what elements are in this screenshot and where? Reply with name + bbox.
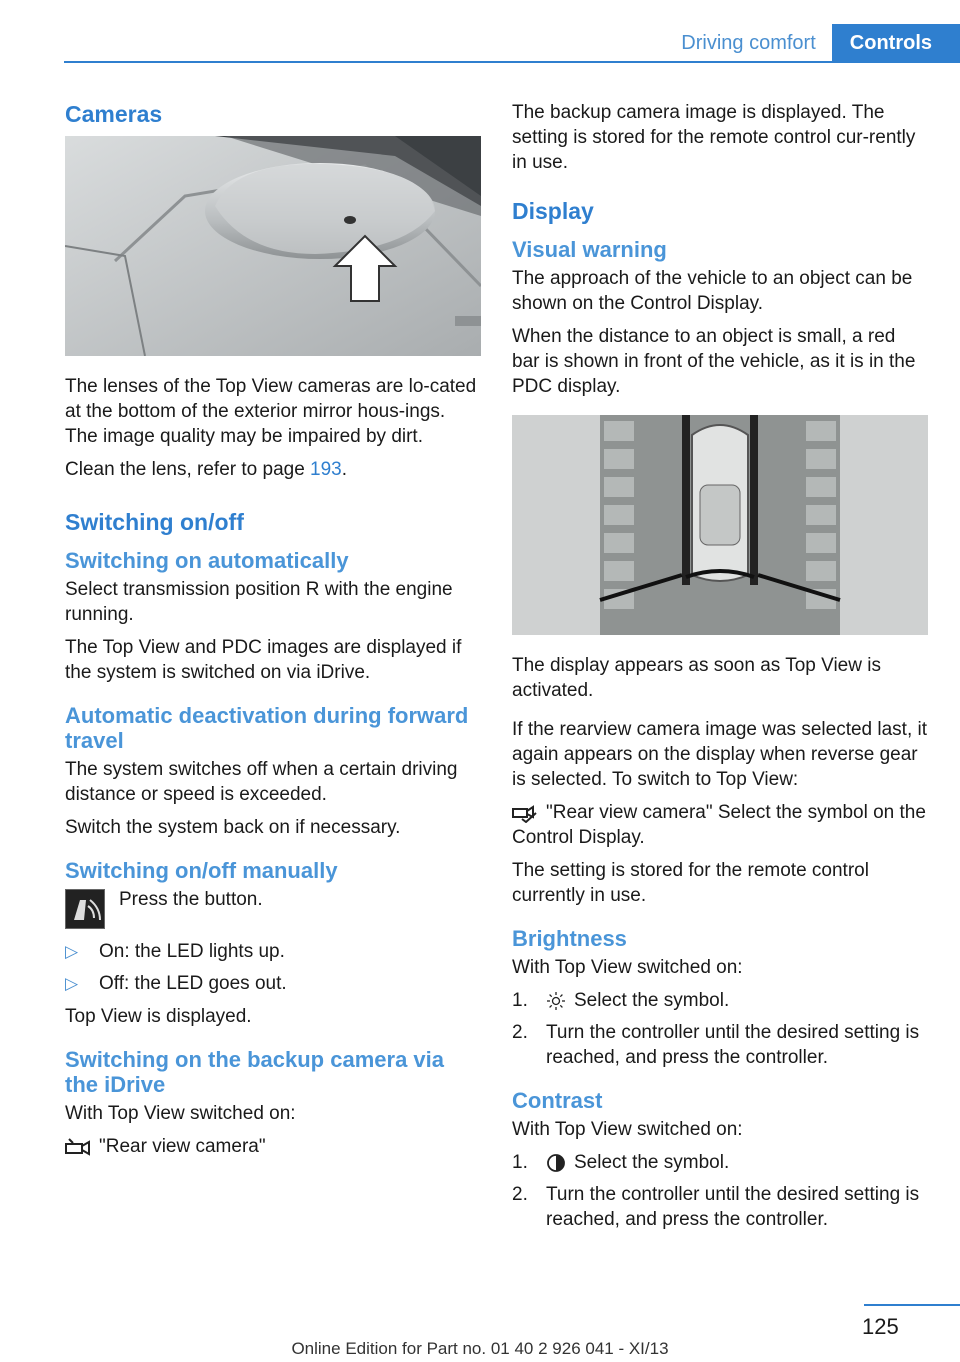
led-list — [65, 939, 481, 996]
rear-view-camera-icon — [512, 803, 538, 823]
text-auto2: The Top View and PDC images are displayed if the system is switched on via iDrive. — [65, 637, 462, 683]
page-link-193[interactable]: 193 — [310, 459, 342, 480]
text-clean-end: . — [341, 459, 348, 480]
step-text: Select the symbol. — [574, 1152, 730, 1173]
text-stored: The setting is stored for the remote control currently in use. — [512, 860, 869, 906]
list-item — [512, 988, 928, 1013]
heading-brightness: Brightness — [512, 926, 627, 951]
list-item-text: On: the LED lights up. — [99, 941, 285, 962]
topview-figure — [512, 415, 928, 635]
text-vis1: The approach of the vehicle to an object can be shown on the Control Display. — [512, 268, 913, 314]
text-bright-with: With Top View switched on: — [512, 957, 743, 978]
page-header — [665, 24, 960, 62]
step-number: 2. — [512, 1022, 528, 1043]
mirror-illustration — [65, 136, 481, 356]
text-auto1: Select transmission position R with the engine running. — [65, 579, 453, 625]
edition-line: Online Edition for Part no. 01 40 2 926 041 - XI/13 — [291, 1339, 669, 1358]
heading-deact: Automatic deactivation during forward travel — [65, 703, 469, 753]
text-press: Press the button. — [119, 889, 263, 910]
page-number: 125 — [862, 1314, 899, 1339]
list-item — [65, 971, 481, 996]
step-number: 2. — [512, 1184, 528, 1205]
list-item-text: Off: the LED goes out. — [99, 973, 287, 994]
rear-camera-icon — [65, 1137, 91, 1157]
text-clean-lead: Clean the lens, refer to page — [65, 459, 311, 480]
heading-manual: Switching on/off manually — [65, 858, 338, 883]
heading-switching: Switching on/off — [65, 509, 244, 535]
text-backup: The backup camera image is displayed. The setting is stored for the remote control cur‐rently in use. — [512, 102, 916, 173]
pdc-button-icon — [65, 889, 105, 929]
header-chapter-tab: Controls — [832, 24, 960, 62]
heading-visual: Visual warning — [512, 237, 667, 262]
heading-contrast: Contrast — [512, 1088, 603, 1113]
list-item — [512, 1020, 928, 1070]
right-column — [512, 100, 928, 1242]
heading-cameras: Cameras — [65, 101, 163, 127]
header-section: Driving comfort — [681, 32, 816, 54]
left-column — [65, 100, 481, 1167]
text-deact2: Switch the system back on if necessary. — [65, 817, 401, 838]
list-item — [512, 1182, 928, 1232]
heading-auto: Switching on automatically — [65, 548, 349, 573]
heading-backup: Switching on the backup camera via the iDrive — [65, 1047, 444, 1097]
mirror-camera-figure — [65, 136, 481, 356]
brightness-sun-icon — [546, 991, 566, 1011]
header-rule — [64, 61, 960, 63]
text-vis2: When the distance to an object is small, a red bar is shown in front of the vehicle, as it is in the PDC display. — [512, 326, 916, 397]
text-contrast-with: With Top View switched on: — [512, 1119, 743, 1140]
text-select-label: "Rear view camera" Select the symbol on the Control Display. — [512, 802, 926, 848]
button-row — [65, 887, 481, 929]
text-appears: The display appears as soon as Top View is activated. — [512, 655, 881, 701]
step-text: Select the symbol. — [574, 990, 730, 1011]
list-item — [65, 939, 481, 964]
list-item — [512, 1150, 928, 1175]
text-rear — [65, 1134, 481, 1159]
brightness-steps — [512, 988, 928, 1070]
triangle-marker-icon: ▷ — [65, 942, 79, 961]
heading-display: Display — [512, 198, 594, 224]
text-deact1: The system switches off when a certain driving distance or speed is exceeded. — [65, 759, 458, 805]
pdc-symbol-icon — [66, 890, 104, 928]
text-select — [512, 800, 928, 850]
step-text: Turn the controller until the desired setting is reached, and press the controller. — [546, 1022, 920, 1068]
step-number: 1. — [512, 1152, 528, 1173]
text-with: With Top View switched on: — [65, 1103, 296, 1124]
footer-rule — [864, 1304, 960, 1306]
step-number: 1. — [512, 990, 528, 1011]
text-rearview: If the rearview camera image was selected last, it again appears on the display when reverse gear is selected. To switch to Top View: — [512, 719, 928, 790]
text-topview: Top View is displayed. — [65, 1006, 252, 1027]
triangle-marker-icon: ▷ — [65, 974, 79, 993]
contrast-steps — [512, 1150, 928, 1232]
text-lenses: The lenses of the Top View cameras are lo‐cated at the bottom of the exterior mirror hous‐ings. The image quality may be impaired by dirt. — [65, 376, 477, 447]
text-rear-label: "Rear view camera" — [99, 1136, 266, 1157]
contrast-half-circle-icon — [546, 1153, 566, 1173]
step-text: Turn the controller until the desired setting is reached, and press the controller. — [546, 1184, 920, 1230]
topview-illustration — [512, 415, 928, 635]
text-clean — [65, 457, 481, 482]
